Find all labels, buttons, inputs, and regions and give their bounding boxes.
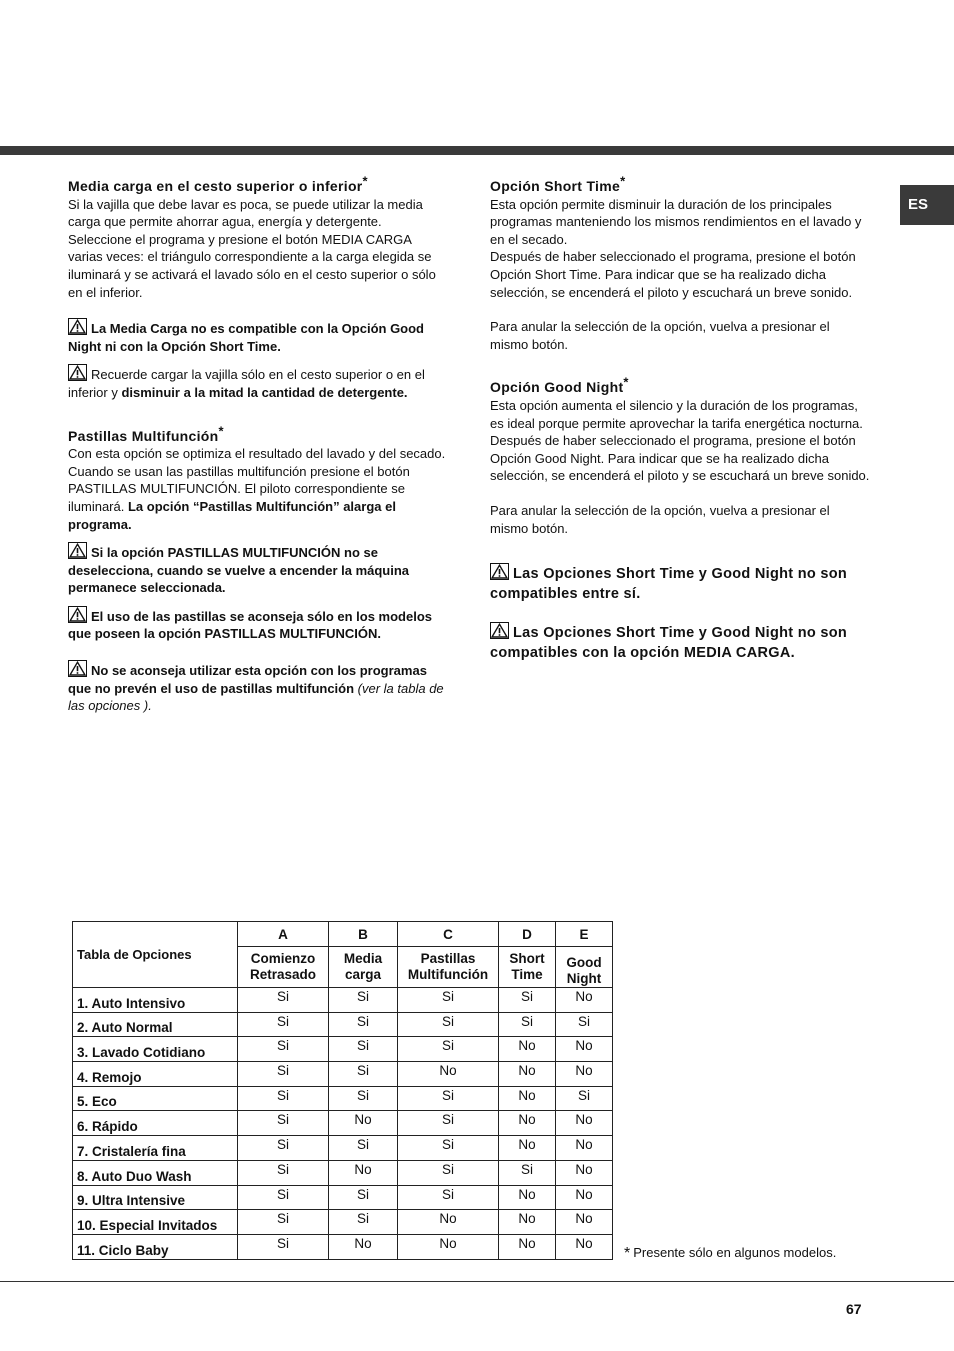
short-time-text-3: Para anular la selección de la opción, vuelva a presionar el mismo botón. <box>490 319 830 352</box>
option-cell: No <box>556 1136 613 1161</box>
option-cell: No <box>556 1185 613 1210</box>
option-cell: Si <box>329 1012 398 1037</box>
asterisk: * <box>218 422 224 438</box>
warning-icon <box>68 318 87 335</box>
table-row <box>73 1210 613 1235</box>
option-cell: Si <box>238 1086 329 1111</box>
option-cell: Si <box>398 988 499 1013</box>
table-row <box>73 1234 613 1259</box>
option-cell: No <box>398 1062 499 1087</box>
warning-multitab-persist: Si la opción PASTILLAS MULTIFUNCIÓN no se deselecciona, cuando se vuelve a encender la máquina permanece seleccionada. <box>68 542 448 597</box>
option-cell: Si <box>238 1185 329 1210</box>
half-load-text: Si la vajilla que debe lavar es poca, se puede utilizar la media carga que permite ahorrar agua, energía y detergente. Seleccione el programa y presione el botón MEDIA CARGA varias veces: el triángulo correspondiente a la carga elegida se iluminará y se activará el lavado sólo en el cesto superior o sólo en el inferior. <box>68 196 436 300</box>
good-night-text-2: Después de haber seleccionado el programa, presione el botón Opción Good Night. Para indicar que se ha realizado dicha selección, se encenderá el piloto y se escuchará un breve sonido. <box>490 433 870 484</box>
short-time-text-2: Después de haber seleccionado el programa, presione el botón Opción Short Time. Para indicar que se ha realizado dicha selección, se encenderá el piloto y escuchará un breve sonido. <box>490 249 856 300</box>
warning-options-half-load: Las Opciones Short Time y Good Night no son compatibles con la opción MEDIA CARGA. <box>490 622 870 663</box>
option-cell: Si <box>329 1185 398 1210</box>
program-name: 1. Auto Intensivo <box>73 988 238 1013</box>
good-night-text-3: Para anular la selección de la opción, vuelva a presionar el mismo botón. <box>490 502 830 536</box>
option-cell: No <box>329 1160 398 1185</box>
asterisk: * <box>362 173 368 189</box>
option-cell: Si <box>238 1136 329 1161</box>
table-row <box>73 1160 613 1185</box>
option-cell: No <box>556 1210 613 1235</box>
table-row <box>73 1037 613 1062</box>
column-header: Media carga <box>329 947 398 988</box>
options-table <box>72 921 613 1260</box>
asterisk: * <box>624 1245 631 1262</box>
table-row <box>73 1136 613 1161</box>
warning-multitab-programs: No se aconseja utilizar esta opción con los programas que no prevén el uso de pastillas multifunción (ver la tabla de las opciones ). <box>68 660 448 715</box>
warning-icon <box>68 660 87 677</box>
column-header: Comienzo Retrasado <box>238 947 329 988</box>
column-letter: B <box>329 922 398 947</box>
option-cell: Si <box>238 1062 329 1087</box>
option-cell: No <box>398 1234 499 1259</box>
option-cell: Si <box>556 1086 613 1111</box>
warning-icon <box>68 542 87 559</box>
right-column <box>490 173 870 663</box>
option-cell: Si <box>238 1210 329 1235</box>
program-name: 10. Especial Invitados <box>73 1210 238 1235</box>
warning-half-load-compat: La Media Carga no es compatible con la Opción Good Night ni con la Opción Short Time. <box>68 318 448 355</box>
option-cell: No <box>499 1111 556 1136</box>
short-time-heading: Opción Short Time* <box>490 173 626 194</box>
program-name: 11. Ciclo Baby <box>73 1234 238 1259</box>
option-cell: No <box>499 1086 556 1111</box>
short-time-text-1: Esta opción permite disminuir la duración de los principales programas manteniendo los mismos rendimientos en el lavado y en el secado. <box>490 196 862 247</box>
option-cell: Si <box>398 1037 499 1062</box>
program-name: 7. Cristalería fina <box>73 1136 238 1161</box>
option-cell: No <box>499 1234 556 1259</box>
table-row <box>73 1062 613 1087</box>
warning-multitab-models: El uso de las pastillas se aconseja sólo en los modelos que poseen la opción PASTILLAS MULTIFUNCIÓN. <box>68 606 448 643</box>
option-cell: No <box>499 1185 556 1210</box>
column-letter: D <box>499 922 556 947</box>
table-row <box>73 1111 613 1136</box>
option-cell: Si <box>329 988 398 1013</box>
option-cell: Si <box>499 1012 556 1037</box>
program-name: 3. Lavado Cotidiano <box>73 1037 238 1062</box>
asterisk: * <box>620 173 626 189</box>
option-cell: Si <box>238 1111 329 1136</box>
warning-icon <box>68 606 87 623</box>
table-row <box>73 1012 613 1037</box>
option-cell: Si <box>329 1086 398 1111</box>
option-cell: Si <box>238 1234 329 1259</box>
option-cell: No <box>556 1037 613 1062</box>
good-night-heading: Opción Good Night* <box>490 374 629 396</box>
option-cell: Si <box>329 1062 398 1087</box>
page-number: 67 <box>846 1301 862 1317</box>
multitab-heading: Pastillas Multifunción* <box>68 422 224 444</box>
bottom-rule <box>0 1281 954 1282</box>
column-letter: E <box>556 922 613 947</box>
column-letter: A <box>238 922 329 947</box>
option-cell: Si <box>499 1160 556 1185</box>
option-cell: Si <box>398 1111 499 1136</box>
option-cell: No <box>499 1062 556 1087</box>
table-row <box>73 1086 613 1111</box>
option-cell: Si <box>398 1086 499 1111</box>
warning-icon <box>490 622 509 639</box>
option-cell: No <box>556 1062 613 1087</box>
option-cell: No <box>499 1210 556 1235</box>
left-column <box>68 173 448 715</box>
warning-icon <box>490 563 509 580</box>
option-cell: No <box>499 1037 556 1062</box>
option-cell: Si <box>499 988 556 1013</box>
asterisk: * <box>623 374 629 390</box>
option-cell: Si <box>329 1037 398 1062</box>
multitab-text-2: Cuando se usan las pastillas multifunción presione el botón PASTILLAS MULTIFUNCIÓN. El piloto correspondiente se iluminará. La opción “Pastillas Multifunción” alarga el programa. <box>68 463 410 532</box>
option-cell: Si <box>398 1160 499 1185</box>
option-cell: Si <box>238 1037 329 1062</box>
warning-icon <box>68 364 87 381</box>
option-cell: No <box>556 988 613 1013</box>
option-cell: No <box>556 1111 613 1136</box>
program-name: 2. Auto Normal <box>73 1012 238 1037</box>
column-header: Good Night <box>556 947 613 988</box>
table-row <box>73 988 613 1013</box>
option-cell: Si <box>238 1012 329 1037</box>
program-name: 6. Rápido <box>73 1111 238 1136</box>
half-load-heading: Media carga en el cesto superior o inferior* <box>68 173 368 194</box>
column-header: Short Time <box>499 947 556 988</box>
program-name: 8. Auto Duo Wash <box>73 1160 238 1185</box>
column-header: Pastillas Multifunción <box>398 947 499 988</box>
option-cell: Si <box>556 1012 613 1037</box>
warning-detergent: Recuerde cargar la vajilla sólo en el cesto superior o en el inferior y disminuir a la mitad la cantidad de detergente. <box>68 364 448 401</box>
program-name: 5. Eco <box>73 1086 238 1111</box>
column-letter: C <box>398 922 499 947</box>
option-cell: No <box>398 1210 499 1235</box>
multitab-text-1: Con esta opción se optimiza el resultado del lavado y del secado. <box>68 446 446 462</box>
option-cell: No <box>329 1234 398 1259</box>
option-cell: No <box>556 1234 613 1259</box>
program-name: 9. Ultra Intensive <box>73 1185 238 1210</box>
top-rule <box>0 146 954 155</box>
good-night-text-1: Esta opción aumenta el silencio y la duración de los programas, es ideal porque permite aprovechar la tarifa energética nocturna. <box>490 397 863 431</box>
option-cell: No <box>556 1160 613 1185</box>
option-cell: Si <box>238 988 329 1013</box>
program-name: 4. Remojo <box>73 1062 238 1087</box>
option-cell: No <box>499 1136 556 1161</box>
option-cell: Si <box>238 1160 329 1185</box>
table-row <box>73 1185 613 1210</box>
table-title: Tabla de Opciones <box>73 922 238 988</box>
language-tab: ES <box>900 185 954 225</box>
option-cell: Si <box>329 1210 398 1235</box>
option-cell: Si <box>398 1185 499 1210</box>
option-cell: No <box>329 1111 398 1136</box>
warning-options-incompatible: Las Opciones Short Time y Good Night no son compatibles entre sí. <box>490 563 870 604</box>
option-cell: Si <box>329 1136 398 1161</box>
option-cell: Si <box>398 1012 499 1037</box>
footnote: * Presente sólo en algunos modelos. <box>624 1245 837 1262</box>
option-cell: Si <box>398 1136 499 1161</box>
